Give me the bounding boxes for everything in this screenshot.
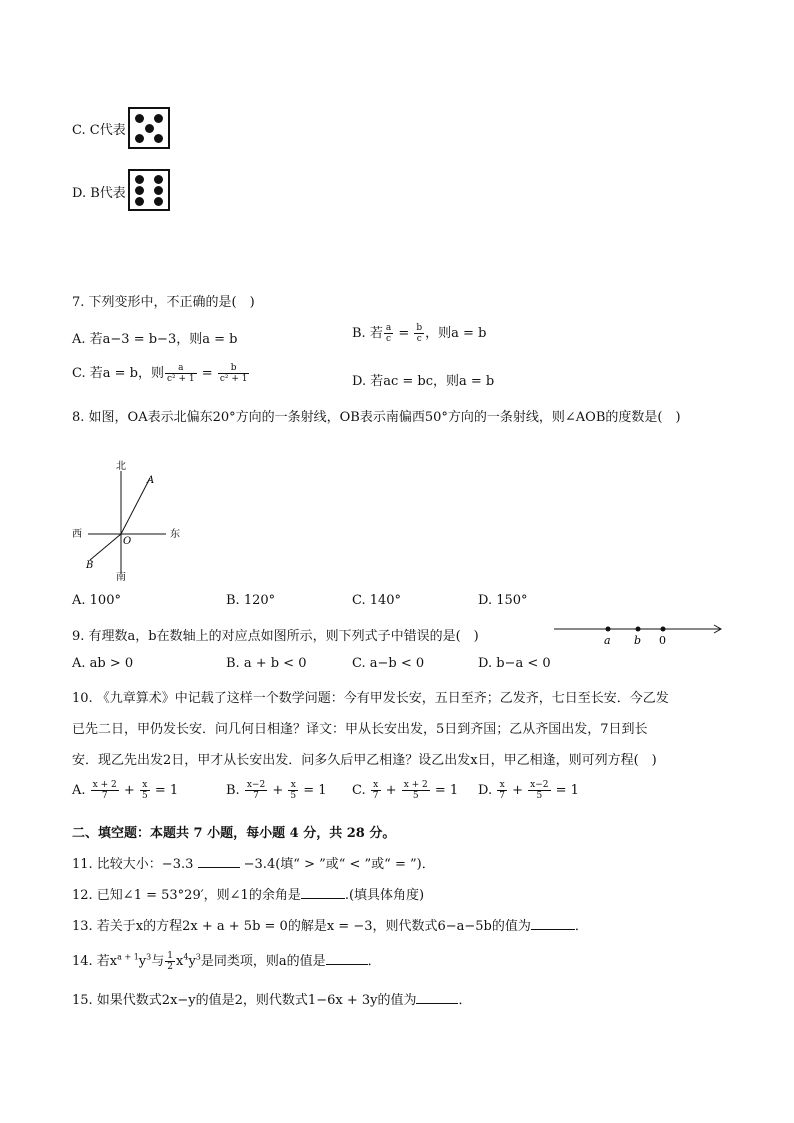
q7-option-c: C. 若a = b，则 $\frac{a}{\text{c² + 1}}$ = $\frac{b}{\text{c² + 1}}$ bbox=[72, 363, 248, 384]
answer-blank bbox=[198, 867, 240, 868]
q9-option-a: A. ab > 0 bbox=[72, 656, 134, 671]
q10-line-1: 10. 《九章算术》中记载了这样一个数学问题：今有甲发长安，五日至齐；乙发齐，七日至长安．今乙发 bbox=[72, 691, 669, 706]
q13: 13. 若关于x的方程2x + a + 5b = 0的解是x = −3，则代数式6−a−5b的值为 ． bbox=[72, 919, 588, 934]
q9-option-b: B. a + b < 0 bbox=[226, 656, 307, 671]
q8-option-b: B. 120° bbox=[226, 593, 276, 608]
origin-label: O bbox=[123, 536, 132, 547]
q10-option-b: B. $\frac{x-2}{7}$ + $\frac{x}{5}$ = 1 bbox=[226, 780, 327, 801]
q14: 14. 若$x^{a + 1}y^3$与 $\frac{1}{2}$ $x^4y^3$是同类项，则a的值是 ． bbox=[72, 951, 381, 972]
point-a-label: A bbox=[147, 475, 155, 486]
q15: 15. 如果代数式2x−y的值是2，则代数式1−6x + 3y的值为 ． bbox=[72, 993, 472, 1008]
q8-option-d: D. 150° bbox=[478, 593, 528, 608]
compass-diagram bbox=[66, 456, 196, 586]
q10-option-a: A. $\frac{x + 2}{7}$ + $\frac{x}{5}$ = 1 bbox=[72, 780, 179, 801]
q8-stem: 8. 如图，OA表示北偏东20°方向的一条射线，OB表示南偏西50°方向的一条射线，则∠AOB的度数是( ) bbox=[72, 410, 681, 425]
q10-line-3: 安．现乙先出发2日，甲才从长安出发．问多久后甲乙相逢？设乙出发x日，甲乙相逢，则可列方程( ) bbox=[72, 753, 657, 768]
answer-blank bbox=[301, 898, 345, 899]
east-label: 东 bbox=[170, 529, 180, 540]
answer-blank bbox=[326, 964, 368, 965]
zero-label: 0 bbox=[659, 634, 666, 647]
section-heading: 二、填空题：本题共 7 小题，每小题 4 分，共 28 分。 bbox=[72, 826, 396, 841]
q7-option-d: D. 若ac = bc，则a = b bbox=[352, 374, 495, 389]
point-b-label: b bbox=[634, 634, 642, 647]
q10-option-d: D. $\frac{x}{7}$ + $\frac{x-2}{5}$ = 1 bbox=[478, 780, 579, 801]
point-b-label: B bbox=[86, 560, 94, 571]
q11: 11. 比较大小：−3.3 −3.4(填“ > ”或“ < ”或“ = ”)． bbox=[72, 857, 435, 872]
answer-blank bbox=[416, 1003, 458, 1004]
north-label: 北 bbox=[116, 461, 126, 472]
q7-option-a: A. 若a−3 = b−3，则a = b bbox=[72, 332, 238, 347]
point-a-label: a bbox=[604, 634, 611, 647]
dice-six-icon bbox=[128, 169, 170, 211]
q8-option-c: C. 140° bbox=[352, 593, 402, 608]
q9-option-c: C. a−b < 0 bbox=[352, 656, 425, 671]
answer-blank bbox=[531, 929, 575, 930]
q9-stem: 9. 有理数a，b在数轴上的对应点如图所示，则下列式子中错误的是( ) bbox=[72, 629, 479, 644]
q7-stem: 7. 下列变形中，不正确的是( ) bbox=[72, 295, 255, 310]
q7-option-b: B. 若 $\frac{a}{c}$ = $\frac{b}{c}$ ，则a = b bbox=[352, 323, 487, 344]
q12: 12. 已知∠1 = 53°29′，则∠1的余角是 .(填具体角度) bbox=[72, 888, 425, 903]
dice-five-icon bbox=[128, 107, 170, 149]
south-label: 南 bbox=[116, 572, 126, 583]
q6-option-c: C. C代表 bbox=[72, 123, 126, 138]
west-label: 西 bbox=[72, 529, 82, 540]
q9-option-d: D. b−a < 0 bbox=[478, 656, 551, 671]
number-line-diagram bbox=[552, 618, 727, 650]
q10-option-c: C. $\frac{x}{7}$ + $\frac{x + 2}{5}$ = 1 bbox=[352, 780, 459, 801]
q6-option-d: D. B代表 bbox=[72, 186, 126, 201]
q8-option-a: A. 100° bbox=[72, 593, 121, 608]
q10-line-2: 已先二日，甲仍发长安．问几何日相逢？译文：甲从长安出发，5日到齐国；乙从齐国出发，7日到长 bbox=[72, 722, 648, 737]
